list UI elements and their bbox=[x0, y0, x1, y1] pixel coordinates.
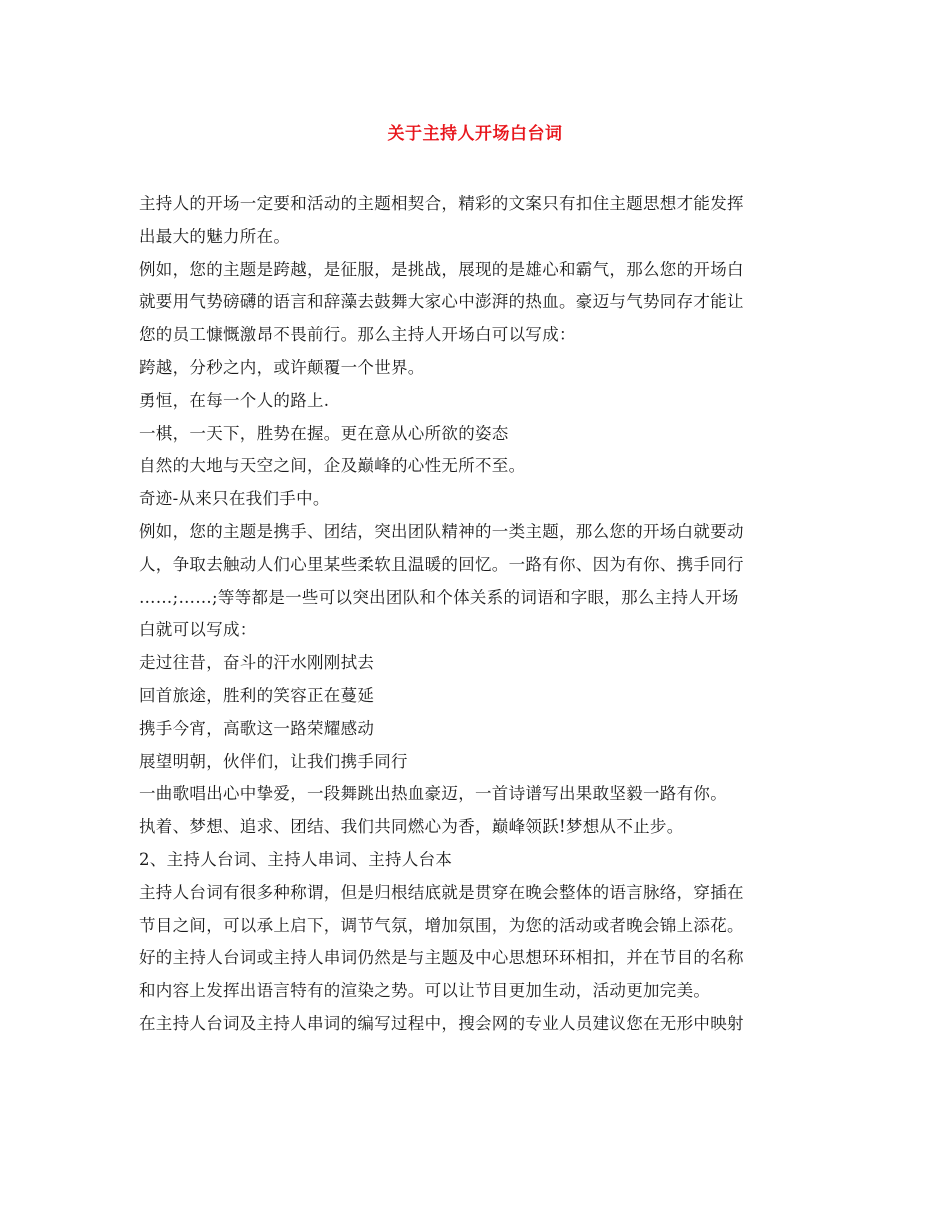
body-line-16: 回首旅途，胜利的笑容正在蔓延 bbox=[139, 685, 375, 705]
body-line-25: 和内容上发挥出语言特有的渲染之势。可以让节目更加生动，活动更加完美。 bbox=[139, 981, 711, 1001]
body-line-21: 2、主持人台词、主持人串词、主持人台本 bbox=[139, 849, 453, 869]
body-line-24: 好的主持人台词或主持人串词仍然是与主题及中心思想环环相扣，并在节目的名称 bbox=[139, 948, 744, 968]
body-line-17: 携手今宵，高歌这一路荣耀感动 bbox=[139, 718, 375, 738]
body-line-3: 例如，您的主题是跨越，是征服，是挑战，展现的是雄心和霸气，那么您的开场白 bbox=[139, 259, 744, 279]
body-line-18: 展望明朝，伙伴们，让我们携手同行 bbox=[139, 751, 408, 771]
body-line-12: 人，争取去触动人们心里某些柔软且温暖的回忆。一路有你、因为有你、携手同行 bbox=[139, 554, 744, 574]
body-line-7: 勇恒，在每一个人的路上. bbox=[139, 390, 330, 410]
body-line-23: 节目之间，可以承上启下，调节气氛，增加氛围，为您的活动或者晚会锦上添花。 bbox=[139, 915, 744, 935]
body-line-15: 走过往昔，奋斗的汗水刚刚拭去 bbox=[139, 653, 375, 673]
body-line-26: 在主持人台词及主持人串词的编写过程中，搜会网的专业人员建议您在无形中映射 bbox=[139, 1013, 744, 1033]
body-line-6: 跨越，分秒之内，或许颠覆一个世界。 bbox=[139, 357, 425, 377]
body-line-20: 执着、梦想、追求、团结、我们共同燃心为香，巅峰领跃!梦想从不止步。 bbox=[139, 817, 684, 837]
body-line-1: 主持人的开场一定要和活动的主题相契合，精彩的文案只有扣住主题思想才能发挥 bbox=[139, 194, 744, 213]
body-line-9: 自然的大地与天空之间，企及巅峰的心性无所不至。 bbox=[139, 456, 526, 476]
body-line-8: 一棋，一天下，胜势在握。更在意从心所欲的姿态 bbox=[139, 423, 509, 443]
body-line-19: 一曲歌唱出心中挚爱，一段舞跳出热血豪迈，一首诗谱写出果敢坚毅一路有你。 bbox=[139, 784, 727, 804]
document-body bbox=[139, 188, 815, 1041]
body-line-4: 就要用气势磅礴的语言和辞藻去鼓舞大家心中澎湃的热血。豪迈与气势同存才能让 bbox=[139, 292, 744, 312]
body-line-11: 例如，您的主题是携手、团结，突出团队精神的一类主题，那么您的开场白就要动 bbox=[139, 521, 744, 541]
body-line-2: 出最大的魅力所在。 bbox=[139, 226, 291, 246]
body-line-22: 主持人台词有很多种称谓，但是归根结底就是贯穿在晚会整体的语言脉络，穿插在 bbox=[139, 882, 744, 902]
body-line-5: 您的员工慷慨激昂不畏前行。那么主持人开场白可以写成： bbox=[139, 325, 576, 345]
body-line-10: 奇迹-从来只在我们手中。 bbox=[139, 489, 330, 509]
document-title: 关于主持人开场白台词 bbox=[387, 124, 563, 144]
body-line-14: 白就可以写成： bbox=[139, 620, 257, 640]
body-line-13: ……;……;等等都是一些可以突出团队和个体关系的词语和字眼，那么主持人开场 bbox=[139, 587, 739, 607]
